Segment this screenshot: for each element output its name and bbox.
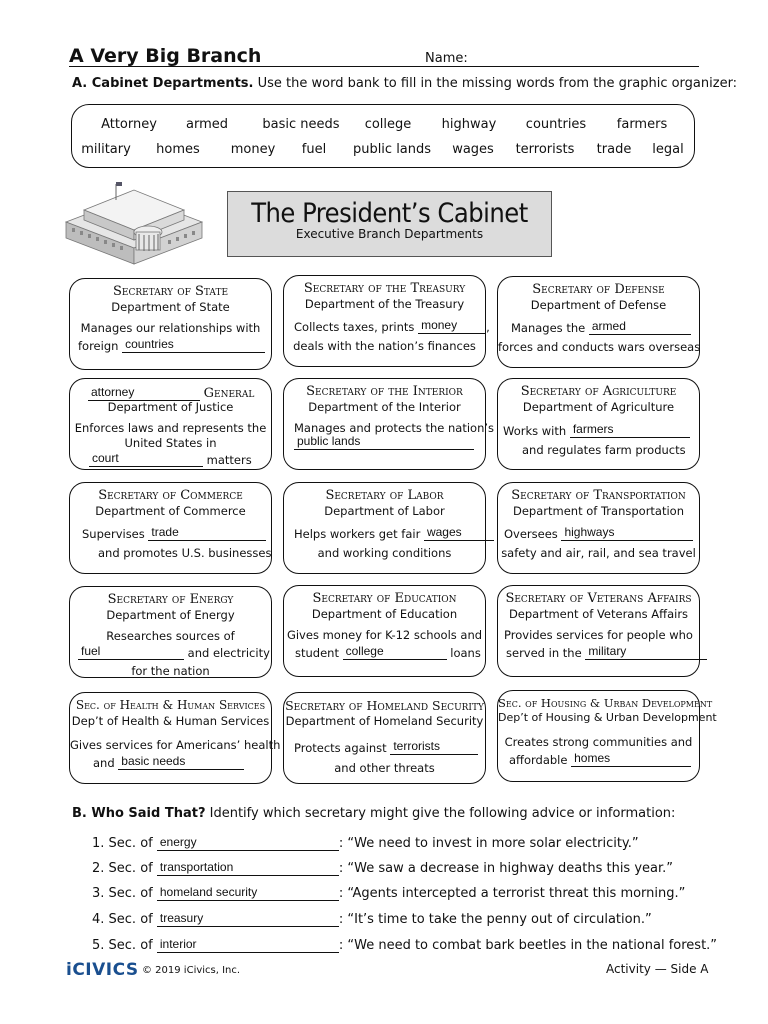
card-text: Researches sources of bbox=[106, 629, 235, 643]
card-text: deals with the nation’s finances bbox=[293, 339, 476, 353]
card-department: Department of Defense bbox=[530, 298, 667, 312]
word-bank-word: armed bbox=[186, 117, 228, 132]
handwritten-answer: money bbox=[421, 318, 458, 332]
card-department: Department of Commerce bbox=[95, 504, 246, 518]
card-commerce bbox=[69, 482, 272, 574]
word-bank-word: homes bbox=[156, 142, 200, 157]
title-underline bbox=[69, 66, 699, 67]
question-row bbox=[92, 861, 673, 876]
card-text: Manages and protects the nation’s bbox=[294, 421, 495, 435]
handwritten-answer: military bbox=[588, 644, 627, 658]
answer-blank[interactable] bbox=[148, 527, 266, 541]
card-agriculture bbox=[497, 378, 700, 470]
card-line bbox=[82, 527, 266, 541]
word-bank-word: military bbox=[81, 142, 131, 157]
card-title: Secretary of Defense bbox=[532, 282, 665, 297]
answer-blank[interactable] bbox=[343, 646, 447, 660]
answer-blank[interactable] bbox=[157, 861, 339, 876]
activity-side-label: Activity — Side A bbox=[606, 962, 709, 976]
card-title: Secretary of Labor bbox=[325, 488, 444, 503]
card-treasury bbox=[283, 275, 490, 367]
handwritten-answer: fuel bbox=[81, 644, 101, 658]
word-bank-word: trade bbox=[596, 142, 632, 157]
section-a-label: A. Cabinet Departments. bbox=[72, 76, 254, 91]
icivics-logo: iCIVICS bbox=[66, 960, 139, 980]
answer-blank[interactable] bbox=[390, 741, 478, 755]
card-text: Gives services for Americans’ health bbox=[70, 738, 281, 752]
card-text: and electricity bbox=[187, 646, 270, 660]
question-row bbox=[92, 886, 685, 901]
answer-blank[interactable] bbox=[157, 938, 339, 953]
card-title: Sec. of Housing & Urban Development bbox=[498, 696, 713, 710]
card-line bbox=[294, 320, 490, 334]
name-label: Name: bbox=[425, 51, 468, 66]
card-text: matters bbox=[206, 453, 252, 467]
worksheet-title: A Very Big Branch bbox=[69, 45, 262, 67]
answer-blank[interactable] bbox=[585, 646, 707, 660]
handwritten-answer: treasury bbox=[159, 911, 204, 925]
card-defense bbox=[497, 276, 700, 368]
card-text: , bbox=[486, 320, 490, 334]
answer-blank[interactable] bbox=[418, 320, 486, 334]
answer-blank[interactable] bbox=[570, 424, 690, 438]
card-text: and other threats bbox=[334, 761, 435, 775]
answer-blank[interactable] bbox=[122, 339, 265, 353]
card-line bbox=[78, 646, 270, 660]
answer-blank[interactable] bbox=[589, 321, 691, 335]
card-title: Secretary of Education bbox=[312, 591, 457, 606]
card-text: Creates strong communities and bbox=[504, 735, 693, 749]
card-department: Department of the Treasury bbox=[304, 297, 465, 311]
card-text: Gives money for K-12 schools and bbox=[286, 628, 483, 642]
card-text: and promotes U.S. businesses bbox=[98, 546, 272, 560]
card-housing bbox=[497, 690, 717, 782]
word-bank-word: fuel bbox=[301, 142, 327, 157]
card-title: Secretary of Agriculture bbox=[520, 384, 677, 399]
card-text: and bbox=[93, 756, 115, 770]
card-department: Department of Justice bbox=[107, 400, 234, 414]
card-text: safety and air, rail, and sea travel bbox=[501, 546, 696, 560]
question-quote: : “It’s time to take the penny out of circulation.” bbox=[338, 912, 652, 927]
card-title-line bbox=[88, 386, 254, 401]
card-title: Secretary of Commerce bbox=[98, 488, 243, 503]
answer-blank[interactable] bbox=[294, 436, 474, 450]
card-text: for the nation bbox=[131, 664, 210, 678]
card-line bbox=[503, 424, 690, 438]
card-text: United States in bbox=[124, 436, 217, 450]
card-text: Enforces laws and represents the bbox=[74, 421, 267, 435]
question-quote: : “We saw a decrease in highway deaths this year.” bbox=[338, 861, 674, 876]
card-text: Protects against bbox=[294, 741, 387, 755]
word-bank-word: basic needs bbox=[262, 117, 340, 132]
card-text: served in the bbox=[506, 646, 582, 660]
handwritten-answer: farmers bbox=[572, 422, 614, 436]
card-department: Department of Transportation bbox=[512, 504, 685, 518]
answer-blank[interactable] bbox=[78, 646, 184, 660]
card-line bbox=[295, 646, 481, 660]
card-department: Department of Agriculture bbox=[522, 400, 675, 414]
card-title: Secretary of the Interior bbox=[306, 384, 463, 399]
word-bank-row-1 bbox=[72, 117, 694, 135]
card-title: Secretary of Veterans Affairs bbox=[505, 591, 692, 606]
answer-blank[interactable] bbox=[157, 836, 339, 851]
handwritten-answer: court bbox=[92, 451, 119, 465]
word-bank-word: highway bbox=[441, 117, 497, 132]
card-line bbox=[89, 453, 252, 467]
card-text: Supervises bbox=[82, 527, 145, 541]
card-text: and working conditions bbox=[317, 546, 452, 560]
word-bank-word: money bbox=[230, 142, 276, 157]
card-homeland bbox=[283, 692, 486, 784]
card-text: Helps workers get fair bbox=[294, 527, 421, 541]
card-title: Secretary of the Treasury bbox=[303, 281, 466, 296]
card-text: Oversees bbox=[504, 527, 558, 541]
card-health bbox=[69, 692, 281, 784]
card-department: Department of Veterans Affairs bbox=[508, 607, 689, 621]
word-bank-word: terrorists bbox=[515, 142, 575, 157]
handwritten-answer: college bbox=[345, 644, 384, 658]
question-number: 2. Sec. of bbox=[92, 861, 153, 876]
handwritten-answer: armed bbox=[591, 319, 626, 333]
question-number: 4. Sec. of bbox=[92, 912, 153, 927]
card-line bbox=[511, 321, 691, 335]
question-row bbox=[92, 912, 652, 927]
section-a-heading bbox=[72, 76, 737, 91]
card-text: student bbox=[295, 646, 339, 660]
card-state bbox=[69, 278, 272, 370]
card-line bbox=[506, 646, 707, 660]
word-bank-word: legal bbox=[652, 142, 684, 157]
card-department: Dep’t of Housing & Urban Development bbox=[498, 711, 717, 724]
card-department: Dep’t of Health & Human Services bbox=[71, 714, 270, 728]
card-department: Department of the Interior bbox=[308, 400, 461, 414]
card-line bbox=[504, 527, 693, 541]
question-number: 5. Sec. of bbox=[92, 938, 153, 953]
card-department: Department of Energy bbox=[106, 608, 235, 622]
handwritten-answer: basic needs bbox=[121, 754, 186, 768]
answer-blank[interactable] bbox=[89, 453, 203, 467]
card-line bbox=[294, 741, 478, 755]
answer-blank[interactable] bbox=[88, 387, 200, 401]
word-bank-word: Attorney bbox=[101, 117, 157, 132]
card-text: Manages our relationships with bbox=[80, 321, 261, 335]
word-bank-word: countries bbox=[525, 117, 587, 132]
card-line bbox=[294, 436, 474, 450]
organizer-title-box bbox=[227, 191, 552, 257]
card-title: Secretary of Energy bbox=[107, 592, 234, 607]
card-department: Department of Labor bbox=[324, 504, 445, 518]
card-title: General bbox=[203, 386, 255, 401]
handwritten-answer: homeland security bbox=[159, 885, 258, 899]
word-bank bbox=[71, 104, 695, 168]
question-quote: : “We need to invest in more solar electricity.” bbox=[338, 836, 639, 851]
card-line bbox=[294, 527, 494, 541]
section-b-heading bbox=[72, 806, 675, 821]
answer-blank[interactable] bbox=[118, 756, 244, 770]
handwritten-answer: trade bbox=[151, 525, 179, 539]
card-department: Department of State bbox=[111, 300, 230, 314]
card-department: Department of Education bbox=[311, 607, 458, 621]
card-line bbox=[78, 339, 265, 353]
card-text: and regulates farm products bbox=[522, 443, 686, 457]
section-b-label: B. Who Said That? bbox=[72, 806, 206, 821]
word-bank-word: public lands bbox=[352, 142, 432, 157]
organizer-title: The President’s Cabinet bbox=[251, 198, 528, 229]
question-row bbox=[92, 938, 717, 953]
card-line bbox=[509, 753, 691, 767]
card-text: affordable bbox=[509, 753, 568, 767]
card-line bbox=[93, 756, 244, 770]
answer-blank[interactable] bbox=[157, 912, 339, 927]
card-transportation bbox=[497, 482, 700, 574]
handwritten-answer: transportation bbox=[159, 860, 234, 874]
card-labor bbox=[283, 482, 486, 574]
handwritten-answer: attorney bbox=[91, 385, 135, 399]
card-education bbox=[283, 585, 486, 677]
card-text: Manages the bbox=[511, 321, 586, 335]
question-row bbox=[92, 836, 639, 851]
card-text: Provides services for people who bbox=[504, 628, 693, 642]
handwritten-answer: public lands bbox=[297, 434, 361, 448]
card-text: forces and conducts wars overseas bbox=[498, 340, 701, 354]
card-justice bbox=[69, 378, 272, 470]
card-energy bbox=[69, 586, 272, 678]
card-text: Collects taxes, prints bbox=[294, 320, 415, 334]
section-a-instructions: Use the word bank to fill in the missing words from the graphic organizer: bbox=[257, 76, 738, 91]
card-text: Works with bbox=[503, 424, 567, 438]
handwritten-answer: highways bbox=[564, 525, 615, 539]
card-title: Sec. of Health & Human Services bbox=[75, 698, 266, 712]
answer-blank[interactable] bbox=[157, 886, 339, 901]
handwritten-answer: homes bbox=[574, 751, 611, 765]
question-quote: : “We need to combat bark beetles in the national forest.” bbox=[338, 938, 718, 953]
handwritten-answer: wages bbox=[426, 525, 462, 539]
card-text: loans bbox=[450, 646, 481, 660]
word-bank-row-2 bbox=[72, 142, 694, 160]
answer-blank[interactable] bbox=[424, 527, 494, 541]
question-quote: : “Agents intercepted a terrorist threat this morning.” bbox=[338, 886, 686, 901]
handwritten-answer: countries bbox=[125, 337, 174, 351]
card-department: Department of Homeland Security bbox=[285, 714, 484, 728]
copyright-text: © 2019 iCivics, Inc. bbox=[142, 965, 241, 976]
answer-blank[interactable] bbox=[571, 753, 691, 767]
question-number: 3. Sec. of bbox=[92, 886, 153, 901]
word-bank-word: wages bbox=[452, 142, 494, 157]
handwritten-answer: energy bbox=[159, 835, 197, 849]
card-title: Secretary of Homeland Security bbox=[285, 698, 484, 713]
card-veterans bbox=[497, 585, 700, 677]
card-interior bbox=[283, 378, 495, 470]
card-title: Secretary of Transportation bbox=[511, 488, 686, 503]
organizer-subtitle: Executive Branch Departments bbox=[295, 227, 484, 241]
handwritten-answer: terrorists bbox=[393, 739, 441, 753]
word-bank-word: college bbox=[364, 117, 412, 132]
word-bank-word: farmers bbox=[616, 117, 668, 132]
handwritten-answer: interior bbox=[159, 937, 197, 951]
question-number: 1. Sec. of bbox=[92, 836, 153, 851]
section-b-instructions: Identify which secretary might give the following advice or information: bbox=[209, 806, 676, 821]
card-text: foreign bbox=[78, 339, 119, 353]
white-house-illustration bbox=[64, 174, 204, 264]
card-title: Secretary of State bbox=[112, 284, 229, 299]
answer-blank[interactable] bbox=[561, 527, 693, 541]
